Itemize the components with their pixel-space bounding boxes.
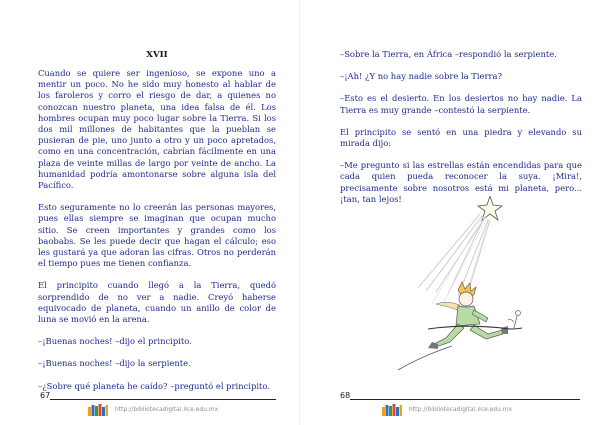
little-prince-illustration (362, 196, 532, 375)
paragraph: Cuando se quiere ser ingenioso, se expone uno a mentir un poco. No he sido muy honesto al hablar de los faroleros y corro el riesgo de dar, a quienes no conozcan nuestro planeta, una idea falsa de él. Los hombres ocupan muy poco lugar sobre la Tierra. Si los dos mil millones de habitantes que la pueblan se pusieran de pie, uno junto a otro y un poco apretados, como en una concentración, cabrían fácilmente en una plaza de veinte millas de largo por veinte de ancho. La humanidad podría amontonarse sobre alguna isla del Pacífico. (38, 68, 276, 191)
paragraph: El principito cuando llegó a la Tierra, quedó sorprendido de no ver a nadie. Creyó haberse equivocado de planeta, cuando un anillo de color de luna se movió en la arena. (38, 280, 276, 325)
left-body-text (38, 68, 276, 403)
paragraph: –¿Sobre qué planeta he caído? –preguntó el principito. (38, 380, 270, 391)
page-number: 68 (340, 391, 351, 400)
prince-figure (428, 282, 508, 349)
paragraph: El principito se sentó en una piedra y elevando su mirada dijo: (340, 126, 582, 149)
right-body-text (340, 49, 582, 216)
footer (382, 403, 512, 417)
paragraph: –¡Buenas noches! –dijo el principito. (38, 336, 192, 347)
paragraph: –Sobre la Tierra, en África –respondió la serpiente. (340, 49, 557, 59)
page-number: 67 (40, 391, 51, 400)
paragraph: –¡Buenas noches! –dijo la serpiente. (38, 358, 191, 369)
books-icon (382, 401, 402, 420)
flower-icon (508, 311, 520, 328)
paragraph: Esto seguramente no lo creerán las personas mayores, pues ellas siempre se imaginan que ocupan mucho sitio. Se creen importantes y grandes como los baobabs. Se les puede decir que hagan el cálculo; eso les gustará ya que adoran las cifras. Otros no perderán el tiempo pues me tienen confianza. (38, 202, 276, 269)
footer-rule (50, 399, 276, 400)
footer-url[interactable]: http://bibliotecadigital.ilce.edu.mx (115, 407, 219, 413)
right-page (300, 0, 600, 425)
footer (88, 403, 218, 417)
paragraph: –¡Ah! ¿Y no hay nadie sobre la Tierra? (340, 71, 502, 82)
chapter-title: XVII (146, 50, 168, 60)
paragraph: –Me pregunto si las estrellas están encendidas para que cada quien pueda reconocer la suya. ¡Mira!, precisamente sobre nosotros está mi planeta, pero... ¡tan, tan lejos! (340, 160, 582, 204)
books-icon (88, 401, 108, 420)
paragraph: –Esto es el desierto. En los desiertos no hay nadie. La Tierra es muy grande –contestó la serpiente. (340, 93, 582, 115)
footer-url[interactable]: http://bibliotecadigital.ilce.edu.mx (409, 407, 513, 413)
